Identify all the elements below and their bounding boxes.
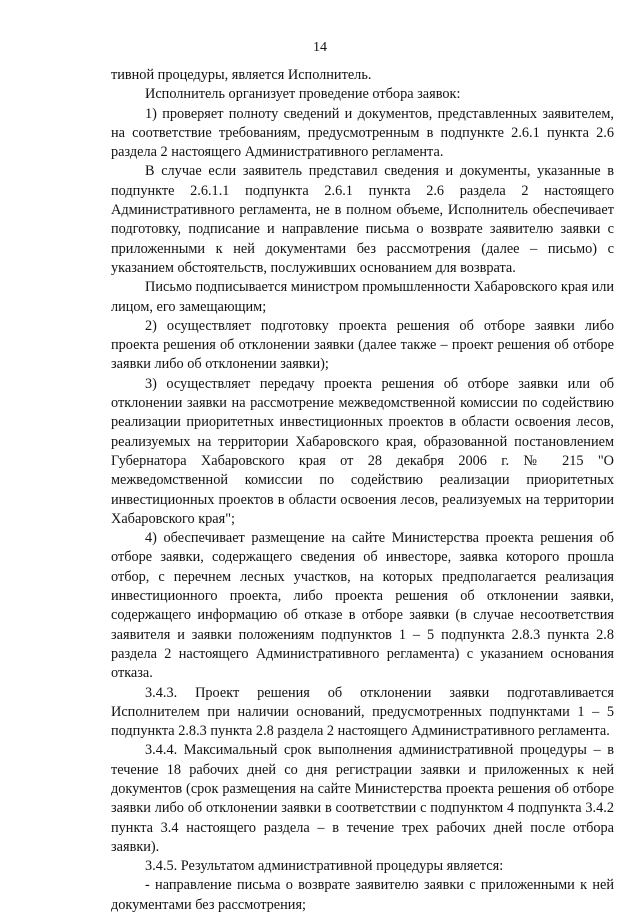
paragraph: 2) осуществляет подготовку проекта решения об отборе заявки либо проекта решения об отклонении заявки (далее также – проект решения об отборе заявки либо об отклонении заявки); (111, 317, 614, 373)
paragraph: 3) осуществляет передачу проекта решения об отборе заявки или об отклонении заявки на рассмотрение межведомственной комиссии по содействию реализации приоритетных инвестиционных проектов в области освоения лесов, реализуемых на территории Хабаровского края, образованной постановлением Губернатора Хабаровского края от 28 декабря 2006 г. № 215 "О межведомственной комиссии по содействию реализации приоритетных инвестиционных проектов в области освоения лесов, реализуемых на территории Хабаровского края"; (111, 375, 614, 527)
paragraph: - направление письма о возврате заявителю заявки с приложенными к ней документами без рассмотрения; (111, 877, 614, 913)
paragraph: 4) обеспечивает размещение на сайте Министерства проекта решения об отборе заявки, содержащего сведения об инвесторе, заявка которого прошла отбор, с перечнем лесных участков, на которых предполагается реализация инвестиционного проекта, либо проекта решения об отклонении заявки, содержащего информацию об отказе в отборе заявки (в случае несоответствия заявителя и заявки положениям подпунктов 1 – 5 подпункта 2.8.3 пункта 2.8 раздела 2 настоящего Административного регламента) с указанием основания отказа. (111, 530, 614, 682)
page-number: 14 (313, 40, 327, 55)
paragraph-continuation: тивной процедуры, является Исполнитель. (111, 67, 372, 83)
paragraph: 1) проверяет полноту сведений и документов, представленных заявителем, на соответствие требованиям, предусмотренным в подпункте 2.6.1 пункта 2.6 раздела 2 настоящего Административного регламента. (111, 105, 614, 161)
paragraph: В случае если заявитель представил сведения и документы, указанные в подпункте 2.6.1.1 подпункта 2.6.1 пункта 2.6 раздела 2 настоящего Административного регламента, не в полном объеме, Исполнитель обеспечивает подготовку, подписание и направление письма о возврате заявителю заявки с приложенными к ней документами без рассмотрения (далее – письмо) с указанием обстоятельств, послуживших основанием для возврата. (111, 163, 614, 276)
paragraph: 3.4.4. Максимальный срок выполнения административной процедуры – в течение 18 рабочих дней со дня регистрации заявки и приложенных к ней документов (срок размещения на сайте Министерства проекта решения об отборе заявки либо об отклонении заявки в соответствии с подпунктом 4 подпункта 3.4.2 пункта 3.4 настоящего раздела – в течение трех рабочих дней после отбора заявки). (111, 742, 614, 855)
paragraph: 3.4.3. Проект решения об отклонении заявки подготавливается Исполнителем при наличии оснований, предусмотренных подпунктами 1 – 5 подпункта 2.8.3 пункта 2.8 раздела 2 настоящего Административного регламента. (111, 684, 614, 740)
paragraph: Исполнитель организует проведение отбора заявок: (145, 86, 461, 103)
paragraph: 3.4.5. Результатом административной процедуры является: (145, 858, 504, 875)
paragraph: Письмо подписывается министром промышленности Хабаровского края или лицом, его замещающим; (111, 279, 614, 315)
document-body (111, 66, 614, 915)
